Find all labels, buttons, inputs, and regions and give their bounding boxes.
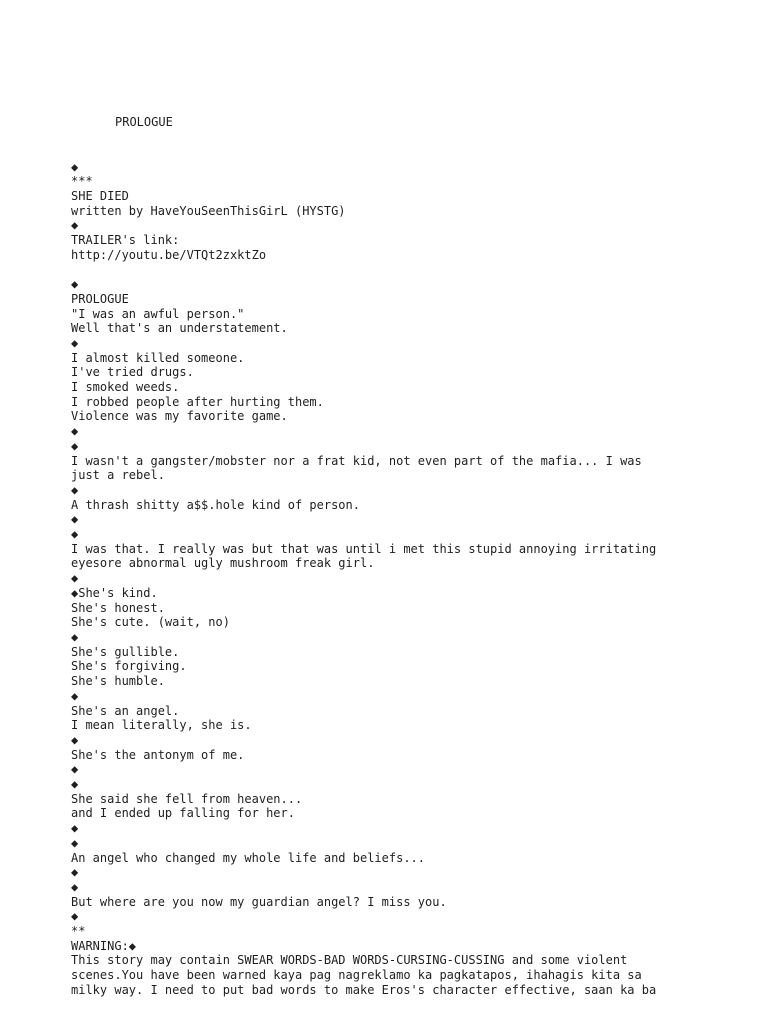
diamond-separator: ◆ — [71, 571, 79, 586]
text-line: She's the antonym of me. — [71, 747, 245, 762]
text-line: WARNING:◆ — [71, 938, 137, 953]
text-line: http://youtu.be/VTQt2zxktZo — [71, 247, 267, 262]
text-line: A thrash shitty a$$.hole kind of person. — [71, 497, 360, 512]
diamond-separator: ◆ — [71, 527, 79, 542]
diamond-separator: ◆ — [71, 835, 79, 850]
text-line: She's gullible. — [71, 644, 180, 659]
text-line: scenes.You have been warned kaya pag nagreklamo ka pagkatapos, ihahagis kita sa — [71, 968, 642, 983]
diamond-separator: ◆ — [71, 438, 79, 453]
text-line: ** — [71, 924, 86, 939]
diamond-separator: ◆ — [71, 821, 79, 836]
text-line: I've tried drugs. — [71, 365, 194, 380]
text-line: Well that's an understatement. — [71, 321, 288, 336]
text-line: I wasn't a gangster/mobster nor a frat kid, not even part of the mafia... I was — [71, 453, 642, 468]
diamond-separator: ◆ — [71, 630, 79, 644]
diamond-separator: ◆ — [71, 762, 79, 777]
diamond-separator: ◆ — [71, 777, 79, 792]
text-line: SHE DIED — [71, 188, 129, 203]
diamond-separator: ◆ — [71, 424, 79, 439]
diamond-separator: ◆ — [71, 732, 79, 747]
text-line: ◆She's kind. — [71, 585, 158, 600]
text-line: Violence was my favorite game. — [71, 409, 288, 424]
diamond-separator: ◆ — [71, 688, 79, 703]
diamond-separator: ◆ — [71, 909, 79, 924]
text-line: I almost killed someone. — [71, 350, 245, 365]
document-heading: PROLOGUE — [115, 115, 173, 130]
diamond-separator: ◆ — [71, 512, 79, 527]
diamond-separator: ◆ — [71, 335, 79, 350]
diamond-separator: ◆ — [71, 879, 79, 894]
text-line: She's cute. (wait, no) — [71, 615, 230, 630]
document-text — [71, 86, 711, 998]
text-line: written by HaveYouSeenThisGirL (HYSTG) — [71, 203, 346, 218]
text-line: PROLOGUE — [71, 291, 129, 306]
diamond-separator: ◆ — [71, 159, 79, 174]
text-line — [71, 262, 711, 277]
text-line: An angel who changed my whole life and beliefs... — [71, 850, 426, 865]
text-line: and I ended up falling for her. — [71, 806, 295, 821]
text-line: "I was an awful person." — [71, 306, 245, 321]
text-line: I mean literally, she is. — [71, 718, 252, 733]
text-line: But where are you now my guardian angel? I miss you. — [71, 894, 447, 909]
text-line: This story may contain SWEAR WORDS-BAD WORDS-CURSING-CUSSING and some violent — [71, 953, 628, 968]
text-line: She's forgiving. — [71, 659, 187, 674]
diamond-separator: ◆ — [71, 865, 79, 880]
text-line: She's humble. — [71, 674, 165, 689]
text-line: just a rebel. — [71, 468, 165, 483]
text-line: I was that. I really was but that was until i met this stupid annoying irritating — [71, 541, 657, 556]
text-line: *** — [71, 174, 93, 189]
diamond-separator: ◆ — [71, 482, 79, 497]
text-line: She's honest. — [71, 600, 165, 615]
text-line: TRAILER's link: — [71, 233, 180, 248]
text-line: I smoked weeds. — [71, 380, 180, 395]
text-line: She said she fell from heaven... — [71, 791, 303, 806]
text-line: She's an angel. — [71, 703, 180, 718]
text-line: milky way. I need to put bad words to make Eros's character effective, saan ka ba — [71, 982, 657, 997]
text-line: I robbed people after hurting them. — [71, 394, 324, 409]
text-line: eyesore abnormal ugly mushroom freak girl. — [71, 556, 375, 571]
diamond-separator: ◆ — [71, 277, 79, 292]
diamond-separator: ◆ — [71, 218, 79, 233]
